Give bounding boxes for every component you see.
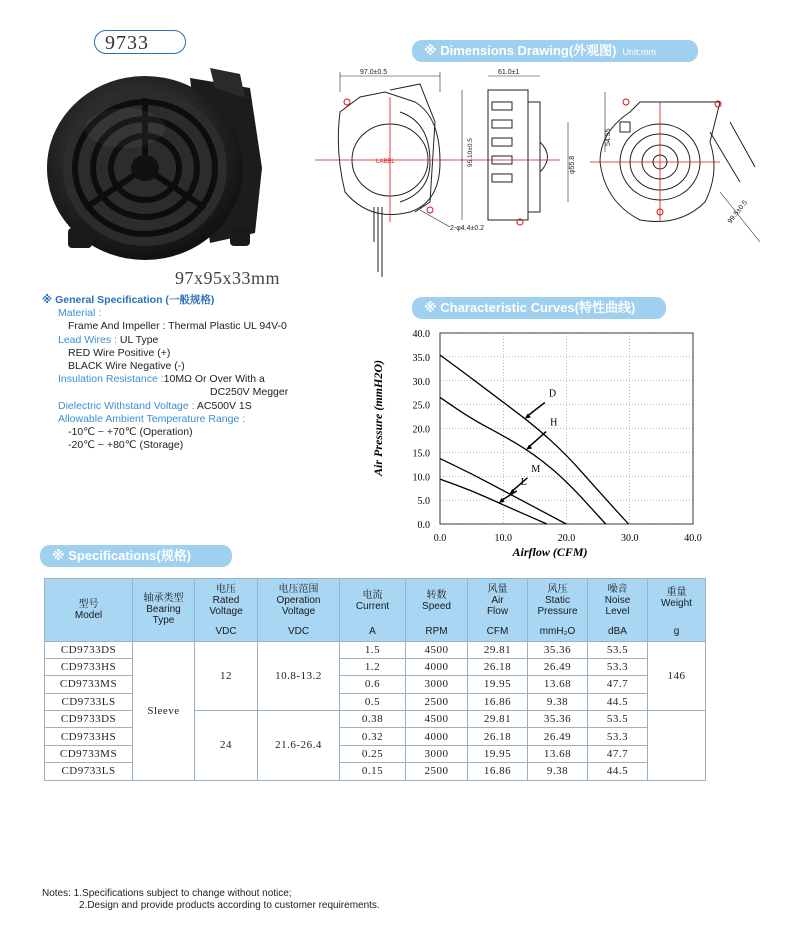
chart-xtick: 20.0 xyxy=(557,533,576,544)
cell-pressure: 9.38 xyxy=(528,693,588,710)
note-line-2: 2.Design and provide products according to customer requirements. xyxy=(79,900,380,911)
chart-series-label: M xyxy=(531,463,541,475)
temp-operation: -10℃ ~ +70℃ (Operation) xyxy=(68,426,193,439)
cell-pressure: 35.36 xyxy=(528,641,588,658)
cell-speed: 2500 xyxy=(406,693,468,710)
chart-ytick: 5.0 xyxy=(417,496,430,508)
material-label: Material : xyxy=(58,307,102,320)
cell-model: CD9733MS xyxy=(45,676,133,693)
unit-airflow: CFM xyxy=(468,623,528,642)
cell-speed: 4000 xyxy=(406,728,468,745)
dimensions-unit: Unit:mm xyxy=(622,47,656,57)
cell-weight-empty xyxy=(648,711,706,781)
cell-current: 0.6 xyxy=(340,676,406,693)
cell-range: 10.8-13.2 xyxy=(258,641,340,711)
cell-current: 1.5 xyxy=(340,641,406,658)
chart-ylabel: Air Pressure (mmH2O) xyxy=(371,359,385,477)
spec-table xyxy=(44,578,706,781)
model-badge: 9733 xyxy=(94,30,186,54)
cell-noise: 47.7 xyxy=(588,676,648,693)
note-line-1: Notes: 1.Specifications subject to change without notice; xyxy=(42,888,292,899)
header-bearing: 轴承类型 Bearing Type xyxy=(133,579,195,642)
dim-height-side: 95.10±0.5 xyxy=(467,138,474,167)
cell-airflow: 19.95 xyxy=(468,676,528,693)
unit-range: VDC xyxy=(258,623,340,642)
header-airflow: 风量 Air Flow xyxy=(468,579,528,623)
cell-model: CD9733LS xyxy=(45,693,133,710)
characteristic-chart xyxy=(360,325,720,560)
unit-pressure: mmH₂O xyxy=(528,623,588,642)
cell-current: 1.2 xyxy=(340,658,406,675)
chart-series-label: D xyxy=(548,388,557,400)
chart-ytick: 10.0 xyxy=(412,472,430,484)
cell-weight: 146 xyxy=(648,641,706,711)
chart-ytick: 15.0 xyxy=(412,448,430,460)
cell-noise: 53.5 xyxy=(588,711,648,728)
chart-xtick: 40.0 xyxy=(684,533,702,544)
cell-model: CD9733HS xyxy=(45,728,133,745)
unit-current: A xyxy=(340,623,406,642)
cell-speed: 4500 xyxy=(406,711,468,728)
cell-pressure: 13.68 xyxy=(528,745,588,762)
cell-speed: 2500 xyxy=(406,763,468,780)
notes xyxy=(42,888,380,912)
cell-current: 0.5 xyxy=(340,693,406,710)
cell-noise: 53.3 xyxy=(588,728,648,745)
chart-xtick: 0.0 xyxy=(433,533,447,544)
cell-model: CD9733DS xyxy=(45,641,133,658)
header-speed: 转数 Speed xyxy=(406,579,468,623)
chart-ytick: 40.0 xyxy=(412,329,430,340)
insulation-label: Insulation Resistance : xyxy=(58,373,164,386)
curves-header: ※ Characteristic Curves(特性曲线) xyxy=(412,297,666,319)
dim-label: LABEL xyxy=(376,159,395,165)
header-pressure: 风压 Static Pressure xyxy=(528,579,588,623)
cell-speed: 3000 xyxy=(406,745,468,762)
temp-storage: -20℃ ~ +80℃ (Storage) xyxy=(68,439,184,452)
header-voltage: 电压 Rated Voltage xyxy=(195,579,258,623)
dimensions-header xyxy=(412,40,698,62)
cell-range: 21.6-26.4 xyxy=(258,711,340,781)
cell-pressure: 13.68 xyxy=(528,676,588,693)
dielectric-value: AC500V 1S xyxy=(196,399,252,412)
chart-series-label: L xyxy=(520,476,527,488)
lead-label: Lead Wires : xyxy=(58,333,117,346)
cell-noise: 53.3 xyxy=(588,658,648,675)
table-row xyxy=(45,641,706,658)
cell-current: 0.15 xyxy=(340,763,406,780)
lead-black: BLACK Wire Negative (-) xyxy=(68,360,185,373)
material-value: Frame And Impeller : Thermal Plastic UL 94V-0 xyxy=(68,320,287,333)
lead-red: RED Wire Positive (+) xyxy=(68,346,171,359)
cell-noise: 44.5 xyxy=(588,693,648,710)
temp-label: Allowable Ambient Temperature Range : xyxy=(58,412,246,425)
insulation-value2: DC250V Megger xyxy=(210,386,289,399)
cell-noise: 53.5 xyxy=(588,641,648,658)
chart-ytick: 35.0 xyxy=(412,352,430,364)
cell-current: 0.32 xyxy=(340,728,406,745)
cell-noise: 44.5 xyxy=(588,763,648,780)
cell-airflow: 26.18 xyxy=(468,728,528,745)
chart-series-label: H xyxy=(550,417,558,429)
cell-pressure: 26.49 xyxy=(528,728,588,745)
cell-pressure: 9.38 xyxy=(528,763,588,780)
cell-airflow: 29.81 xyxy=(468,641,528,658)
cell-current: 0.25 xyxy=(340,745,406,762)
dim-width-top: 97.0±0.5 xyxy=(360,69,388,76)
chart-xlabel: Airflow (CFM) xyxy=(512,545,588,559)
dim-diag: 99.5±0.5 xyxy=(726,199,750,226)
cell-model: CD9733LS xyxy=(45,763,133,780)
dim-diam: φ55.8 xyxy=(569,155,576,174)
cell-airflow: 16.86 xyxy=(468,693,528,710)
unit-weight: g xyxy=(648,623,706,642)
cell-current: 0.38 xyxy=(340,711,406,728)
header-weight: 重量 Weight xyxy=(648,579,706,623)
cell-voltage: 12 xyxy=(195,641,258,711)
general-spec-title: ※ General Specification (一般规格) xyxy=(42,294,215,306)
cell-bearing: Sleeve xyxy=(133,641,195,780)
cell-airflow: 16.86 xyxy=(468,763,528,780)
unit-noise: dBA xyxy=(588,623,648,642)
cell-model: CD9733HS xyxy=(45,658,133,675)
product-photo xyxy=(40,58,272,262)
chart-ytick: 20.0 xyxy=(412,424,430,436)
cell-pressure: 26.49 xyxy=(528,658,588,675)
dim-outlet: 54.55 xyxy=(605,128,612,146)
header-model: 型号 Model xyxy=(45,579,133,642)
cell-noise: 47.7 xyxy=(588,745,648,762)
cell-speed: 4000 xyxy=(406,658,468,675)
unit-speed: RPM xyxy=(406,623,468,642)
dim-depth-top: 61.0±1 xyxy=(498,69,520,76)
specifications-header: ※ Specifications(规格) xyxy=(40,545,232,567)
cell-airflow: 26.18 xyxy=(468,658,528,675)
general-spec xyxy=(42,294,382,452)
dimensions-title: ※ Dimensions Drawing(外观图) xyxy=(424,43,617,58)
cell-model: CD9733MS xyxy=(45,745,133,762)
lead-value: UL Type xyxy=(119,333,159,346)
header-range: 电压范围 Operation Voltage xyxy=(258,579,340,623)
cell-voltage: 24 xyxy=(195,711,258,781)
cell-model: CD9733DS xyxy=(45,711,133,728)
chart-xtick: 10.0 xyxy=(494,533,512,544)
chart-ytick: 30.0 xyxy=(412,376,430,388)
insulation-value: 10MΩ Or Over With a xyxy=(163,373,265,386)
cell-speed: 4500 xyxy=(406,641,468,658)
chart-ytick: 0.0 xyxy=(417,520,430,531)
size-text: 97x95x33mm xyxy=(175,268,281,288)
dim-hole: 2-φ4.4±0.2 xyxy=(450,225,485,232)
cell-speed: 3000 xyxy=(406,676,468,693)
cell-airflow: 29.81 xyxy=(468,711,528,728)
chart-ytick: 25.0 xyxy=(412,400,430,412)
unit-voltage: VDC xyxy=(195,623,258,642)
cell-pressure: 35.36 xyxy=(528,711,588,728)
header-current: 电流 Current xyxy=(340,579,406,623)
header-noise: 噪音 Noise Level xyxy=(588,579,648,623)
dimensions-drawing xyxy=(300,62,780,292)
chart-xtick: 30.0 xyxy=(621,533,639,544)
dielectric-label: Dielectric Withstand Voltage : xyxy=(58,399,195,412)
cell-airflow: 19.95 xyxy=(468,745,528,762)
